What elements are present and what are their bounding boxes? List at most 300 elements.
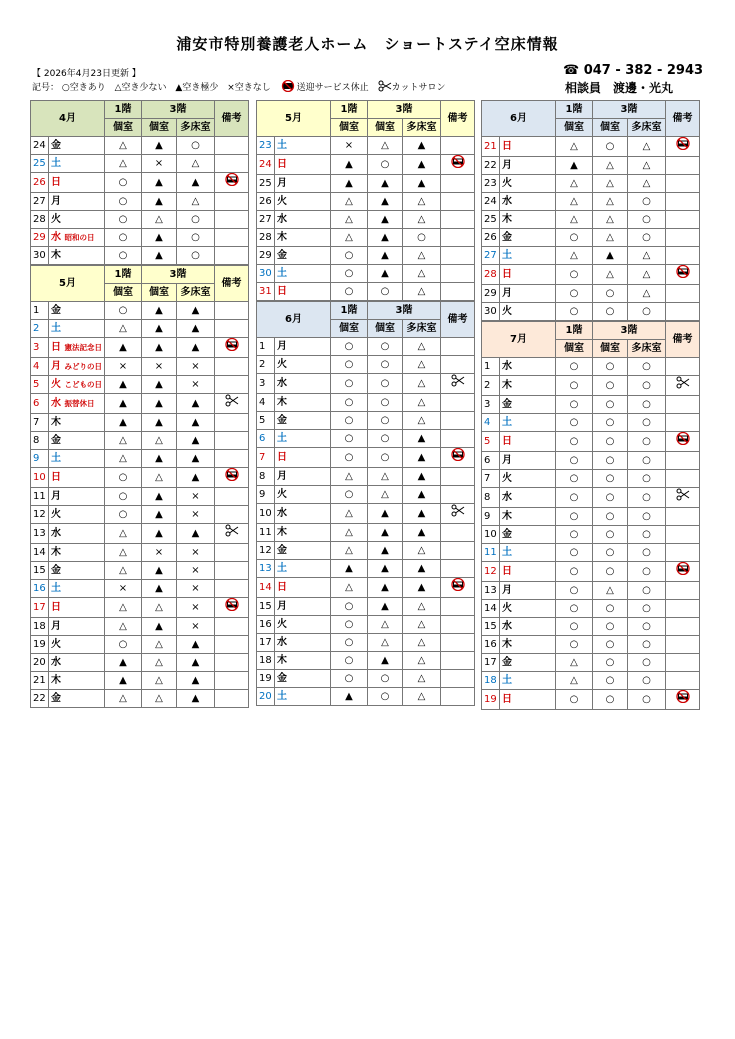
note-cell: [215, 690, 249, 708]
month-table: [481, 100, 700, 321]
status-floor3-private: ▲: [368, 542, 403, 560]
status-floor1-private: ○: [105, 211, 142, 229]
status-floor3-private: ▲: [142, 247, 177, 265]
weekday: 木: [502, 511, 512, 522]
note-cell: [441, 283, 475, 301]
status-floor3-multi: ○: [628, 470, 666, 488]
day-number: 26: [31, 173, 49, 193]
weekday-cell: [275, 578, 331, 598]
status-floor3-multi: ▲: [177, 338, 215, 358]
note-cell: [666, 265, 700, 285]
note-cell: [441, 338, 475, 356]
weekday: 月: [51, 621, 61, 632]
contact-persons: 相談員 渡邊・光丸: [565, 81, 674, 95]
status-floor3-private: ○: [593, 358, 628, 376]
status-floor1-private: ▲: [331, 688, 368, 706]
note-cell: [441, 598, 475, 616]
status-floor3-multi: △: [628, 137, 666, 157]
table-row: [257, 634, 475, 652]
holiday-name: こどもの日: [64, 380, 102, 389]
status-floor3-multi: ○: [628, 600, 666, 618]
status-floor3-private: ▲: [142, 137, 177, 155]
status-floor1-private: ○: [105, 302, 142, 320]
status-floor3-multi: ▲: [403, 524, 441, 542]
weekday-cell: [49, 229, 105, 247]
note-cell: [215, 338, 249, 358]
weekday: 火: [51, 639, 61, 650]
weekday: 土: [277, 433, 287, 444]
day-number: 11: [31, 488, 49, 506]
weekday: 日: [502, 269, 512, 280]
weekday-cell: [275, 616, 331, 634]
status-floor3-private: ▲: [368, 175, 403, 193]
table-row: [482, 526, 700, 544]
status-floor3-multi: ▲: [177, 173, 215, 193]
private-room-header: 個室: [368, 119, 403, 137]
weekday: 月: [51, 491, 61, 502]
weekday: 水: [51, 657, 61, 668]
status-floor3-private: ○: [593, 285, 628, 303]
status-floor3-multi: △: [403, 193, 441, 211]
weekday: 日: [51, 177, 61, 188]
status-floor1-private: △: [105, 562, 142, 580]
weekday: 水: [51, 398, 61, 409]
status-floor1-private: △: [331, 542, 368, 560]
table-row: [482, 396, 700, 414]
weekday: 日: [502, 436, 512, 447]
weekday: 水: [51, 232, 61, 243]
note-cell: [215, 654, 249, 672]
note-cell: [215, 450, 249, 468]
note-cell: [215, 488, 249, 506]
status-floor3-multi: ×: [177, 598, 215, 618]
status-floor3-private: ▲: [142, 193, 177, 211]
status-floor3-multi: ×: [177, 580, 215, 598]
status-floor1-private: △: [556, 193, 593, 211]
weekday-cell: [275, 338, 331, 356]
table-row: [31, 173, 249, 193]
month-label: 6月: [482, 101, 556, 137]
table-row: [31, 376, 249, 394]
status-floor1-private: ○: [331, 412, 368, 430]
table-row: [257, 652, 475, 670]
weekday: 土: [502, 417, 512, 428]
weekday: 月: [277, 601, 287, 612]
status-floor1-private: ○: [331, 430, 368, 448]
status-floor3-multi: ▲: [177, 524, 215, 544]
weekday: 土: [277, 563, 287, 574]
weekday-cell: [275, 486, 331, 504]
updated-date: 【 2026年4月23日更新 】: [32, 69, 141, 79]
status-floor3-private: ○: [368, 688, 403, 706]
status-floor1-private: ○: [105, 247, 142, 265]
no-transport-icon: [675, 265, 691, 284]
day-number: 26: [482, 229, 500, 247]
status-floor1-private: ○: [556, 470, 593, 488]
day-number: 21: [31, 672, 49, 690]
weekday-cell: [49, 211, 105, 229]
status-floor3-multi: ▲: [177, 654, 215, 672]
table-row: [482, 582, 700, 600]
weekday: 火: [502, 306, 512, 317]
note-cell: [215, 155, 249, 173]
day-number: 15: [482, 618, 500, 636]
day-number: 10: [257, 504, 275, 524]
note-cell: [215, 302, 249, 320]
status-floor3-multi: ○: [628, 582, 666, 600]
status-floor3-private: △: [593, 265, 628, 285]
status-floor3-multi: ▲: [403, 578, 441, 598]
column-middle: [256, 100, 474, 706]
day-number: 12: [482, 562, 500, 582]
status-floor1-private: ○: [331, 486, 368, 504]
note-header: 備考: [215, 101, 249, 137]
note-cell: [666, 636, 700, 654]
status-floor1-private: ○: [331, 616, 368, 634]
weekday-cell: [49, 524, 105, 544]
status-floor3-multi: △: [403, 634, 441, 652]
weekday-cell: [49, 247, 105, 265]
table-row: [257, 486, 475, 504]
status-floor3-multi: ○: [628, 562, 666, 582]
status-floor3-multi: △: [403, 670, 441, 688]
status-floor3-private: △: [142, 654, 177, 672]
status-floor3-private: ○: [368, 338, 403, 356]
weekday-cell: [275, 468, 331, 486]
month-label: 7月: [482, 322, 556, 358]
weekday-cell: [49, 302, 105, 320]
status-floor1-private: △: [105, 544, 142, 562]
weekday-cell: [500, 396, 556, 414]
weekday-cell: [275, 229, 331, 247]
note-cell: [215, 229, 249, 247]
month-table: [30, 100, 249, 265]
weekday: 火: [277, 196, 287, 207]
weekday: 金: [502, 529, 512, 540]
table-row: [257, 175, 475, 193]
status-floor3-multi: ○: [628, 193, 666, 211]
weekday-cell: [49, 654, 105, 672]
status-floor1-private: ▲: [105, 414, 142, 432]
status-floor3-private: ○: [593, 137, 628, 157]
status-floor1-private: ○: [556, 544, 593, 562]
status-floor3-multi: ▲: [177, 672, 215, 690]
table-row: [31, 229, 249, 247]
month-block-may-2: [256, 100, 474, 301]
status-floor3-multi: △: [403, 211, 441, 229]
weekday-cell: [49, 137, 105, 155]
weekday: 火: [277, 359, 287, 370]
day-number: 29: [482, 285, 500, 303]
table-row: [482, 285, 700, 303]
status-floor3-private: ▲: [142, 618, 177, 636]
day-number: 16: [257, 616, 275, 634]
day-number: 13: [482, 582, 500, 600]
note-header: 備考: [441, 302, 475, 338]
status-floor3-private: ○: [368, 283, 403, 301]
status-floor3-private: △: [142, 468, 177, 488]
holiday-name: みどりの日: [64, 362, 102, 371]
status-floor3-private: ○: [593, 526, 628, 544]
weekday-cell: [500, 432, 556, 452]
weekday-cell: [275, 652, 331, 670]
weekday-cell: [500, 526, 556, 544]
note-cell: [215, 193, 249, 211]
table-row: [31, 358, 249, 376]
table-row: [482, 414, 700, 432]
status-floor1-private: ○: [331, 338, 368, 356]
table-row: [31, 690, 249, 708]
weekday: 金: [51, 565, 61, 576]
status-floor3-private: ▲: [368, 193, 403, 211]
status-floor3-multi: ▲: [403, 175, 441, 193]
weekday-cell: [49, 618, 105, 636]
weekday: 日: [502, 566, 512, 577]
status-floor1-private: ○: [556, 526, 593, 544]
status-floor3-multi: ▲: [177, 394, 215, 414]
status-floor1-private: ○: [556, 562, 593, 582]
note-cell: [441, 634, 475, 652]
weekday-cell: [275, 265, 331, 283]
status-floor1-private: ▲: [331, 175, 368, 193]
status-floor1-private: ○: [556, 285, 593, 303]
note-cell: [666, 582, 700, 600]
note-cell: [666, 618, 700, 636]
status-floor3-multi: ▲: [177, 302, 215, 320]
status-floor3-private: ○: [593, 488, 628, 508]
weekday: 金: [502, 657, 512, 668]
status-floor1-private: ○: [105, 468, 142, 488]
status-floor3-multi: ▲: [403, 560, 441, 578]
weekday: 月: [51, 361, 61, 372]
status-floor3-private: ○: [368, 374, 403, 394]
day-number: 4: [257, 394, 275, 412]
status-floor1-private: ○: [556, 636, 593, 654]
no-transport-icon: [675, 432, 691, 451]
weekday-cell: [49, 432, 105, 450]
day-number: 23: [482, 175, 500, 193]
status-floor1-private: ○: [556, 508, 593, 526]
weekday-cell: [500, 229, 556, 247]
note-cell: [666, 175, 700, 193]
private-room-header: 個室: [593, 119, 628, 137]
weekday-cell: [275, 374, 331, 394]
weekday: 月: [277, 341, 287, 352]
day-number: 18: [31, 618, 49, 636]
month-block-june-2: [481, 100, 699, 321]
status-floor3-multi: ○: [628, 358, 666, 376]
weekday-cell: [275, 155, 331, 175]
status-floor1-private: △: [331, 229, 368, 247]
day-number: 6: [257, 430, 275, 448]
status-floor3-private: ▲: [142, 173, 177, 193]
month-label: 5月: [31, 266, 105, 302]
day-number: 13: [31, 524, 49, 544]
status-floor1-private: △: [331, 211, 368, 229]
day-number: 12: [31, 506, 49, 524]
floor3-header: 3階: [368, 302, 441, 320]
note-cell: [666, 690, 700, 710]
status-floor1-private: ○: [556, 358, 593, 376]
status-floor1-private: ○: [105, 229, 142, 247]
weekday: 火: [277, 619, 287, 630]
weekday-cell: [49, 320, 105, 338]
weekday-cell: [49, 414, 105, 432]
day-number: 22: [482, 157, 500, 175]
weekday: 木: [502, 380, 512, 391]
table-row: [31, 193, 249, 211]
table-row: [257, 448, 475, 468]
day-number: 4: [31, 358, 49, 376]
status-floor3-multi: ○: [628, 211, 666, 229]
weekday-cell: [49, 173, 105, 193]
weekday: 木: [277, 655, 287, 666]
weekday-cell: [49, 580, 105, 598]
weekday: 水: [51, 528, 61, 539]
no-transport-icon: [280, 80, 296, 95]
weekday-cell: [275, 137, 331, 155]
weekday: 月: [502, 288, 512, 299]
day-number: 18: [257, 652, 275, 670]
status-floor3-private: ○: [593, 396, 628, 414]
note-cell: [215, 580, 249, 598]
note-cell: [441, 560, 475, 578]
status-floor3-private: △: [142, 690, 177, 708]
column-right: [481, 100, 699, 710]
status-floor3-private: △: [368, 468, 403, 486]
note-cell: [215, 137, 249, 155]
table-row: [257, 598, 475, 616]
note-cell: [441, 688, 475, 706]
day-number: 21: [482, 137, 500, 157]
table-row: [31, 672, 249, 690]
weekday: 火: [277, 489, 287, 500]
status-floor1-private: △: [556, 672, 593, 690]
weekday: 日: [277, 159, 287, 170]
table-row: [31, 320, 249, 338]
weekday-cell: [49, 544, 105, 562]
private-room-header: 個室: [142, 284, 177, 302]
weekday-cell: [500, 265, 556, 285]
status-floor3-private: ×: [142, 358, 177, 376]
no-transport-icon: [450, 448, 466, 467]
status-floor3-multi: △: [628, 175, 666, 193]
table-row: [257, 356, 475, 374]
weekday: 水: [502, 621, 512, 632]
table-row: [482, 672, 700, 690]
day-number: 7: [257, 448, 275, 468]
weekday-cell: [500, 157, 556, 175]
table-row: [31, 524, 249, 544]
note-cell: [215, 524, 249, 544]
status-floor1-private: △: [556, 211, 593, 229]
note-cell: [666, 414, 700, 432]
weekday: 土: [51, 323, 61, 334]
multi-room-header: 多床室: [403, 119, 441, 137]
status-floor1-private: ○: [105, 193, 142, 211]
status-floor3-private: △: [593, 582, 628, 600]
floor3-header: 3階: [593, 101, 666, 119]
status-floor1-private: ×: [105, 358, 142, 376]
weekday-cell: [275, 175, 331, 193]
column-left: [30, 100, 248, 708]
day-number: 18: [482, 672, 500, 690]
note-cell: [666, 396, 700, 414]
private-room-header: 個室: [593, 340, 628, 358]
status-floor1-private: ○: [556, 376, 593, 396]
status-floor3-multi: ▲: [403, 504, 441, 524]
status-floor3-multi: ○: [628, 526, 666, 544]
weekday-cell: [49, 598, 105, 618]
month-table: [256, 301, 475, 706]
status-floor1-private: △: [331, 468, 368, 486]
month-table: [481, 321, 700, 710]
status-floor3-private: ▲: [368, 524, 403, 542]
status-floor3-private: △: [368, 616, 403, 634]
table-row: [31, 155, 249, 173]
day-number: 29: [257, 247, 275, 265]
table-row: [31, 654, 249, 672]
weekday: 日: [277, 452, 287, 463]
table-row: [482, 618, 700, 636]
floor1-header: 1階: [105, 101, 142, 119]
status-floor3-private: ▲: [142, 524, 177, 544]
weekday-cell: [49, 468, 105, 488]
note-cell: [215, 636, 249, 654]
day-number: 8: [31, 432, 49, 450]
note-cell: [441, 193, 475, 211]
weekday: 土: [51, 453, 61, 464]
no-transport-icon: [224, 173, 240, 192]
day-number: 24: [31, 137, 49, 155]
status-floor1-private: ○: [556, 600, 593, 618]
weekday: 木: [277, 527, 287, 538]
legend-few: △空き少ない: [114, 83, 167, 93]
table-row: [482, 265, 700, 285]
status-floor3-multi: ○: [628, 618, 666, 636]
status-floor3-private: ▲: [368, 504, 403, 524]
day-number: 14: [482, 600, 500, 618]
table-row: [31, 618, 249, 636]
status-floor3-private: ▲: [142, 562, 177, 580]
scissors-icon: [451, 504, 465, 523]
note-cell: [441, 374, 475, 394]
status-floor1-private: △: [105, 618, 142, 636]
phone-number: ☎ 047 - 382 - 2943: [563, 63, 704, 78]
note-cell: [441, 211, 475, 229]
status-floor3-private: ▲: [142, 506, 177, 524]
day-number: 24: [257, 155, 275, 175]
status-floor3-multi: ▲: [177, 432, 215, 450]
weekday: 月: [502, 585, 512, 596]
status-floor1-private: ○: [331, 283, 368, 301]
month-block-may-1: [30, 265, 248, 708]
weekday-cell: [500, 414, 556, 432]
scissors-icon: [676, 376, 690, 395]
weekday: 水: [502, 196, 512, 207]
status-floor3-multi: ○: [628, 414, 666, 432]
no-transport-icon: [675, 137, 691, 156]
status-floor1-private: ×: [105, 580, 142, 598]
status-floor3-multi: ▲: [177, 690, 215, 708]
month-table: [256, 100, 475, 301]
note-cell: [441, 486, 475, 504]
table-row: [257, 542, 475, 560]
status-floor1-private: ○: [105, 173, 142, 193]
status-floor3-private: △: [593, 193, 628, 211]
status-floor3-private: ▲: [368, 598, 403, 616]
scissors-icon: [225, 524, 239, 543]
